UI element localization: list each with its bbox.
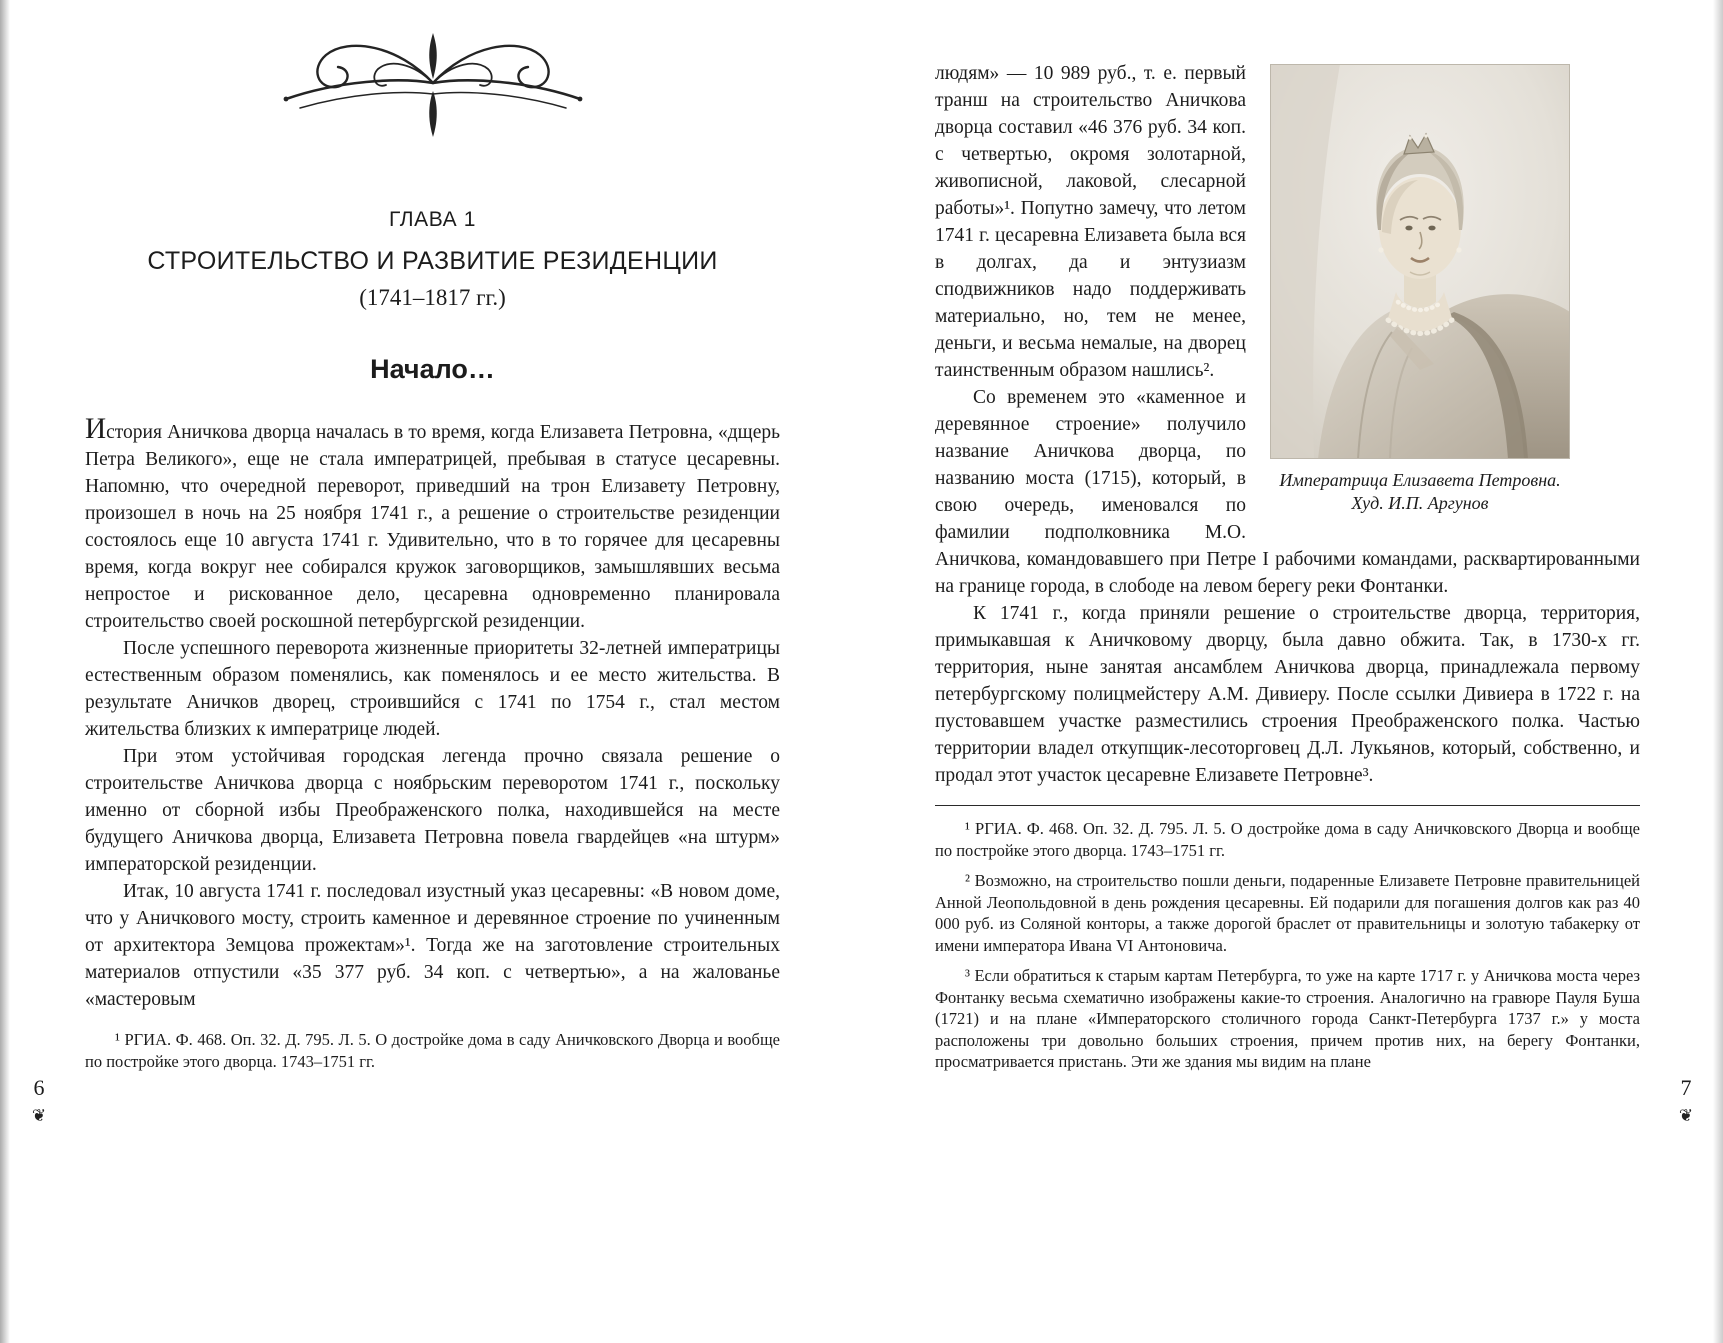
portrait-figure <box>1270 64 1570 515</box>
footnote: ¹ РГИА. Ф. 468. Оп. 32. Д. 795. Л. 5. О достройке дома в саду Аничковского Дворца и вообще по постройке этого дворца. 1743–1751 гг. <box>935 819 1640 860</box>
chapter-years: (1741–1817 гг.) <box>359 285 506 310</box>
paragraph: После успешного переворота жизненные приоритеты 32-летней императрицы естественным образом поменялись, как поменялось и ее место жительства. В результате Аничков дворец, строившийся с 1741 по 1754 г., стал местом жительства близких к императрице людей. <box>85 638 780 740</box>
page-number-left: 6 <box>33 1075 45 1100</box>
paragraph: При этом устойчивая городская легенда прочно связала решение о строительстве Аничкова дворца с ноябрьским переворотом 1741 г., поскольку именно от сборной избы Преображенского полка, находившейся на месте будущего Аничкова дворца, Елизавета Петровна повела гвардейцев «на штурм» императорской резиденции. <box>85 746 780 875</box>
left-footnotes <box>85 1029 780 1072</box>
right-footnotes <box>935 818 1640 1073</box>
footnote: ² Возможно, на строительство пошли деньги, подаренные Елизавете Петровне правительницей Анной Леопольдовной в день рождения цесаревны. Ей подарили для погашения долгов как раз 40 000 руб. из Соляной конторы, а также дорогой браслет от правительницы и золотую табакерку от имени императора Ивана VI Антоновича. <box>935 871 1640 955</box>
chapter-label: ГЛАВА 1 <box>388 208 476 231</box>
right-body-text <box>935 60 1640 789</box>
footnote-separator <box>935 805 1640 806</box>
page-number-right: 7 <box>1680 1075 1692 1100</box>
left-page-footer <box>22 1076 56 1125</box>
fleuron-icon-left: ❦ <box>31 1106 47 1125</box>
right-page-footer <box>1669 1076 1703 1125</box>
portrait-caption: Императрица Елизавета Петровна. Худ. И.П. Аргунов <box>1279 470 1561 513</box>
paragraph: История Аничкова дворца началась в то время, когда Елизавета Петровна, «дщерь Петра Великого», еще не стала императрицей, пребывая в статусе цесаревны. Напомню, что очередной переворот, приведший на трон Елизавету Петровну, произошел в ночь на 25 ноября 1741 г., а решение о строительстве резиденции состоялось еще 10 августа 1741 г. Удивительно, что в то горячее для цесаревны время, когда вокруг нее собирался кружок заговорщиков, замышлявших весьма непростое и рискованное дело, цесаревна одновременно планировала строительство своей роскошной петербургской резиденции. <box>85 413 780 632</box>
page-right <box>861 0 1723 1343</box>
paragraph: Со временем это «каменное и деревянное строение» получило название Аничкова дворца, по названию моста (1715), который, в свою очередь, именовался по фамилии подполковника М.О. Аничкова, командовавшего при Петре I рабочими командами, расквартированными на границе города, в слободе на левом берегу реки Фонтанки. <box>935 387 1640 597</box>
footnote: ¹ РГИА. Ф. 468. Оп. 32. Д. 795. Л. 5. О достройке дома в саду Аничковского Дворца и вообще по постройке этого дворца. 1743–1751 гг. <box>85 1030 780 1071</box>
footnote: ³ Если обратиться к старым картам Петербурга, то уже на карте 1717 г. у Аничкова моста через Фонтанку весьма схематично изображены какие-то строения. Аналогично на гравюре Пауля Буша (1721) и на плане «Императорского столичного города Санкт-Петербурга 1737 г.» у моста расположены три довольно больших строения, причем против них, на берегу Фонтанки, просматривается пристань. Эти же здания мы видим на плане <box>935 966 1640 1071</box>
section-title: Начало… <box>370 354 495 384</box>
page-left <box>0 0 861 1343</box>
chapter-title: СТРОИТЕЛЬСТВО И РАЗВИТИЕ РЕЗИДЕНЦИИ <box>147 247 718 275</box>
paragraph: К 1741 г., когда приняли решение о строительстве дворца, территория, примыкавшая к Аничковому дворцу, была давно обжита. Так, в 1730-х гг. территория, ныне занятая ансамблем Аничкова дворца, принадлежала первому петербургскому полицмейстеру А.М. Дивиеру. После ссылки Дивиера в 1722 г. на пустовавшем участке разместились строения Преображенского полка. Частью территории владел откупщик-лесоторговец Д.Л. Лукьянов, который, собственно, и продал этот участок цесаревне Елизавете Петровне³. <box>935 603 1640 786</box>
fleuron-icon-right: ❦ <box>1678 1106 1694 1125</box>
paragraph: людям» — 10 989 руб., т. е. первый транш на строительство Аничкова дворца составил «46 376 руб. 34 коп. с четвертью, окромя золотарной, живописной, лаковой, слесарной работы»¹. Попутно замечу, что летом 1741 г. цесаревна Елизавета была вся в долгах, да и энтузиазм сподвижников надо поддерживать материально, но, тем не менее, деньги, и весьма немалые, на дворец таинственным образом нашлись². <box>935 63 1246 381</box>
empress-portrait-image <box>1270 64 1570 459</box>
flourish-ornament-icon <box>273 25 593 143</box>
left-body-text <box>85 415 780 1013</box>
paragraph: Итак, 10 августа 1741 г. последовал изустный указ цесаревны: «В новом доме, что у Аничкового мосту, строить каменное и деревянное строение по учиненным от архитектора Земцова прожектам»¹. Тогда же на заготовление строительных материалов отпустили «35 377 руб. 34 коп. с четвертью», а на жалованье «мастеровым <box>85 881 780 1010</box>
